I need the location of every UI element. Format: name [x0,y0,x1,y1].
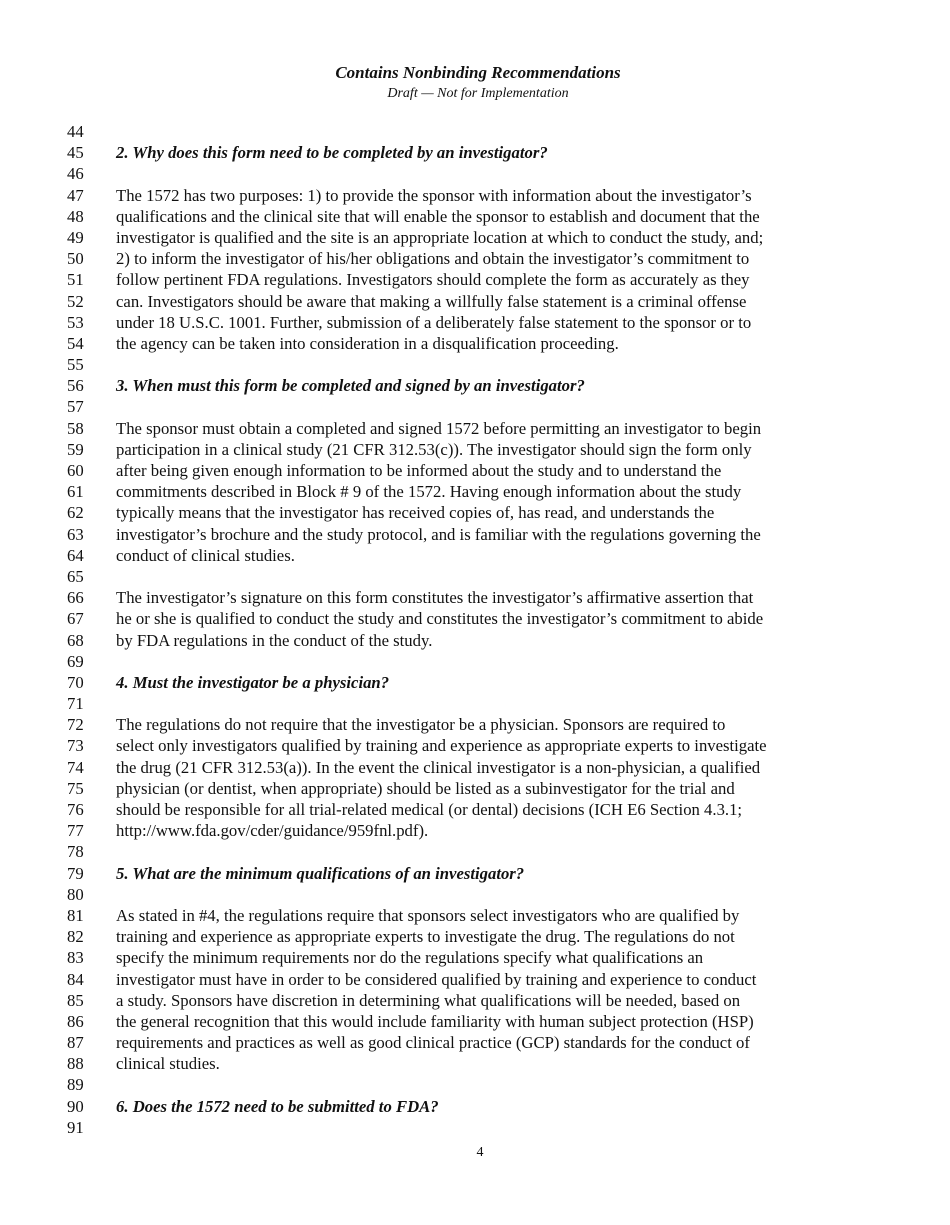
line-number: 49 [67,227,84,247]
text-line [0,693,950,714]
paragraph-text: select only investigators qualified by training and experience as appropriate experts to investigate [116,736,767,756]
text-line [0,545,950,566]
paragraph-text: investigator is qualified and the site is an appropriate location at which to conduct the study, and; [116,227,764,247]
line-number: 44 [67,122,84,141]
line-number: 90 [67,1096,84,1116]
line-number: 65 [67,566,84,586]
section-heading: 4. Must the investigator be a physician? [116,672,390,692]
document-body [0,121,950,1138]
section-heading: 5. What are the minimum qualifications of an investigator? [116,863,525,883]
line-number: 77 [67,821,84,841]
section-heading-line [0,375,950,396]
line-number: 72 [67,715,84,735]
paragraph-text: The regulations do not require that the investigator be a physician. Sponsors are required to [116,715,726,735]
text-line [0,396,950,417]
line-number: 88 [67,1054,84,1074]
text-line [0,1053,950,1074]
text-line [0,1117,950,1138]
paragraph-text: investigator’s brochure and the study protocol, and is familiar with the regulations governing the [116,524,761,544]
line-number: 58 [67,418,84,438]
page-header [0,63,950,103]
paragraph-text: The investigator’s signature on this form constitutes the investigator’s affirmative assertion that [116,588,754,608]
document-subtitle: Draft — Not for Implementation [387,86,569,101]
line-number: 62 [67,503,84,523]
line-number: 70 [67,672,84,692]
text-line [0,1011,950,1032]
text-line [0,735,950,756]
line-number: 51 [67,270,84,290]
line-number: 59 [67,439,84,459]
paragraph-text: The 1572 has two purposes: 1) to provide the sponsor with information about the investigator’s [116,185,752,205]
line-number: 52 [67,291,84,311]
line-number: 63 [67,524,84,544]
text-line [0,354,950,375]
section-heading-line [0,1096,950,1117]
line-number: 61 [67,482,84,502]
text-line [0,566,950,587]
line-number: 50 [67,249,84,269]
line-number: 53 [67,312,84,332]
line-number: 89 [67,1075,84,1095]
paragraph-text: clinical studies. [116,1054,220,1074]
page-number: 4 [476,1145,484,1160]
line-number: 46 [67,164,84,184]
line-number: 91 [67,1117,84,1137]
paragraph-text: can. Investigators should be aware that making a willfully false statement is a criminal offense [116,291,747,311]
paragraph-text: typically means that the investigator has received copies of, has read, and understands the [116,503,715,523]
paragraph-text: the agency can be taken into consideration in a disqualification proceeding. [116,333,619,353]
text-line [0,121,950,142]
line-number: 47 [67,185,84,205]
document-title: Contains Nonbinding Recommendations [335,63,621,82]
text-line [0,651,950,672]
text-line [0,990,950,1011]
line-number: 76 [67,800,84,819]
text-line [0,884,950,905]
paragraph-text: http://www.fda.gov/cder/guidance/959fnl.pdf). [116,821,429,841]
text-line [0,587,950,608]
line-number: 71 [67,694,84,714]
section-heading-line [0,863,950,884]
text-line [0,714,950,735]
line-number: 69 [67,651,84,671]
paragraph-text: should be responsible for all trial-related medical (or dental) decisions (ICH E6 Section 4.3.1; [116,800,743,819]
text-line [0,502,950,523]
line-number: 73 [67,736,84,756]
paragraph-text: investigator must have in order to be considered qualified by training and experience to conduct [116,969,757,989]
text-line [0,841,950,862]
text-line [0,418,950,439]
line-number: 57 [67,397,84,417]
text-line [0,460,950,481]
paragraph-text: specify the minimum requirements nor do the regulations specify what qualifications an [116,948,704,968]
line-number: 79 [67,863,84,883]
section-heading: 6. Does the 1572 need to be submitted to FDA? [116,1096,439,1116]
paragraph-text: training and experience as appropriate experts to investigate the drug. The regulations do not [116,927,735,947]
paragraph-text: requirements and practices as well as good clinical practice (GCP) standards for the conduct of [116,1033,750,1053]
text-line [0,291,950,312]
text-line [0,333,950,354]
text-line [0,312,950,333]
paragraph-text: conduct of clinical studies. [116,545,295,565]
line-number: 48 [67,206,84,226]
line-number: 83 [67,948,84,968]
text-line [0,1032,950,1053]
paragraph-text: qualifications and the clinical site that will enable the sponsor to establish and document that the [116,206,760,226]
line-number: 74 [67,757,84,777]
line-number: 56 [67,376,84,396]
line-number: 54 [67,333,84,353]
line-number: 60 [67,461,84,480]
text-line [0,206,950,227]
paragraph-text: The sponsor must obtain a completed and signed 1572 before permitting an investigator to begin [116,418,762,438]
text-line [0,905,950,926]
text-line [0,227,950,248]
paragraph-text: follow pertinent FDA regulations. Investigators should complete the form as accurately as they [116,270,750,290]
text-line [0,248,950,269]
section-heading-line [0,672,950,693]
text-line [0,947,950,968]
text-line [0,926,950,947]
line-number: 85 [67,990,84,1010]
text-line [0,524,950,545]
section-heading: 2. Why does this form need to be completed by an investigator? [116,143,548,163]
paragraph-text: the drug (21 CFR 312.53(a)). In the event the clinical investigator is a non-physician, a qualified [116,757,761,777]
line-number: 68 [67,630,84,650]
paragraph-text: by FDA regulations in the conduct of the study. [116,630,433,650]
line-number: 81 [67,905,84,925]
text-line [0,163,950,184]
paragraph-text: 2) to inform the investigator of his/her obligations and obtain the investigator’s commitment to [116,249,750,269]
text-line [0,481,950,502]
paragraph-text: participation in a clinical study (21 CFR 312.53(c)). The investigator should sign the form only [116,439,752,459]
text-line [0,439,950,460]
text-line [0,799,950,820]
line-number: 45 [67,143,84,163]
paragraph-text: the general recognition that this would include familiarity with human subject protection (HSP) [116,1011,754,1031]
line-number: 67 [67,609,84,629]
text-line [0,820,950,841]
line-number: 78 [67,842,84,862]
text-line [0,630,950,651]
section-heading-line [0,142,950,163]
text-line [0,269,950,290]
line-number: 64 [67,545,84,565]
paragraph-text: he or she is qualified to conduct the study and constitutes the investigator’s commitment to abide [116,609,764,629]
line-number: 66 [67,588,84,608]
section-heading: 3. When must this form be completed and signed by an investigator? [116,376,585,396]
paragraph-text: under 18 U.S.C. 1001. Further, submission of a deliberately false statement to the sponsor or to [116,312,752,332]
line-number: 87 [67,1033,84,1053]
text-line [0,185,950,206]
text-line [0,778,950,799]
paragraph-text: As stated in #4, the regulations require that sponsors select investigators who are qualified by [116,905,740,925]
text-line [0,608,950,629]
line-number: 80 [67,884,84,904]
line-number: 75 [67,778,84,798]
line-number: 55 [67,355,84,375]
text-line [0,969,950,990]
text-line [0,1074,950,1095]
line-number: 84 [67,969,84,989]
text-line [0,757,950,778]
paragraph-text: a study. Sponsors have discretion in determining what qualifications will be needed, based on [116,990,741,1010]
paragraph-text: commitments described in Block # 9 of the 1572. Having enough information about the study [116,482,742,502]
paragraph-text: physician (or dentist, when appropriate) should be listed as a subinvestigator for the trial and [116,778,735,798]
line-number: 86 [67,1011,84,1031]
paragraph-text: after being given enough information to be informed about the study and to understand the [116,461,722,480]
line-number: 82 [67,927,84,947]
